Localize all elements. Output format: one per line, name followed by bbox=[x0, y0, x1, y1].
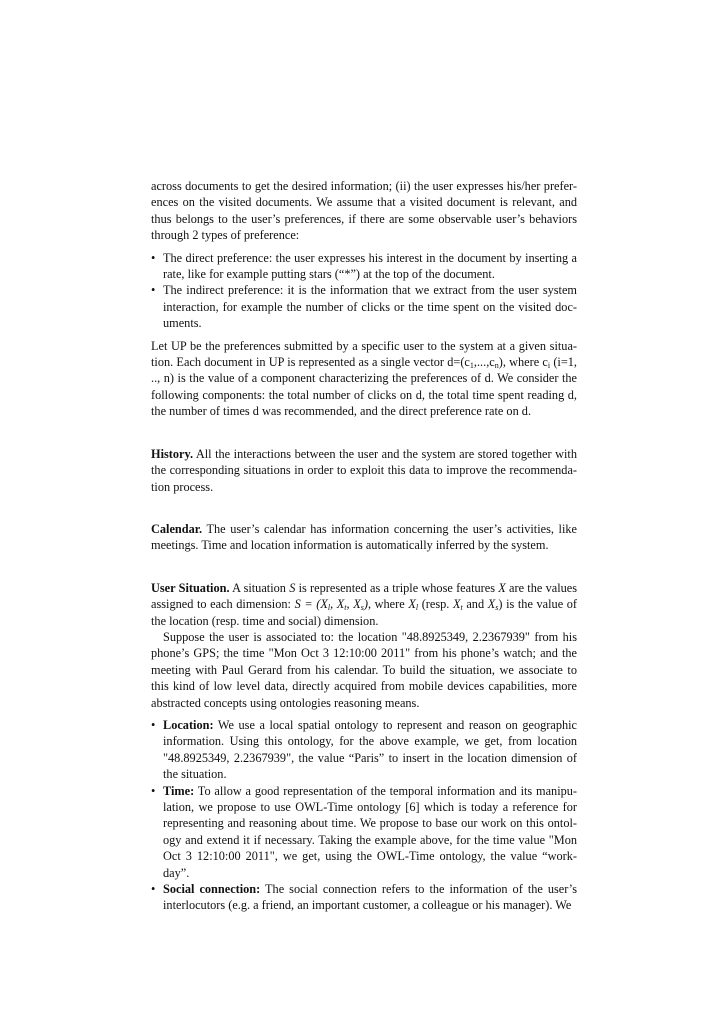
user-situation-paragraph: User Situation. A situation S is represented as a triple whose features X are the values assigned to each dimension: $S = (X_l$, $X_t$, $X_s$), where $X_l$ (resp. $X_t$ and $X_s$) is the value of the location (resp. time and social) dimension. bbox=[151, 580, 578, 628]
time-heading: Time: bbox=[163, 783, 195, 798]
bullet-icon: • bbox=[151, 783, 156, 798]
bullet-icon: • bbox=[151, 250, 156, 265]
page-body bbox=[151, 178, 577, 914]
intro-paragraph: across documents to get the desired information; (ii) the user expresses his/her prefer-ences on the visited documents. We assume that a visited document is relevant, and thus belongs to the user’s preferences, if there are some observable user’s behaviors through 2 types of preference: bbox=[151, 179, 577, 243]
user-situation-heading: User Situation. bbox=[151, 580, 230, 595]
location-heading: Location: bbox=[163, 717, 214, 732]
list-item: • Social connection: The social connection refers to the information of the user’s interlocutors (e.g. a friend, an important customer, a colleague or his manager). We bbox=[151, 882, 578, 913]
history-paragraph: History. All the interactions between the user and the system are stored together with the corresponding situations in order to exploit this data to improve the recommenda-tion process. bbox=[151, 446, 577, 494]
dimensions-list bbox=[151, 717, 577, 914]
list-item: • Location: We use a local spatial ontology to represent and reason on geographic information. Using this ontology, for the above example, we get, from location "48.8925349, 2.2367939", the value “Paris” to insert in the location dimension of the situation. bbox=[151, 717, 577, 782]
list-item: • The indirect preference: it is the information that we extract from the user system interaction, for example the number of clicks or the time spent on the visited doc-uments. bbox=[151, 283, 577, 331]
list-item: • Time: To allow a good representation of the temporal information and its manipu-lation, we propose to use OWL-Time ontology [6] which is today a reference for representing and reasoning about time. We propose to base our work on this ontol-ogy and extend it if necessary. Taking the example above, for the time value "Mon Oct 3 12:10:00 2011", we get, using the OWL-Time ontology, the value “work-day”. bbox=[151, 783, 577, 880]
list-item: • The direct preference: the user expresses his interest in the document by inserting a rate, like for example putting stars (“*”) at the top of the document. bbox=[151, 250, 577, 282]
calendar-paragraph: Calendar. The user’s calendar has information concerning the user’s activities, like meetings. Time and location information is automatically inferred by the system. bbox=[151, 521, 577, 553]
situation-example-paragraph: Suppose the user is associated to: the location "48.8925349, 2.2367939" from his phone’s GPS; the time "Mon Oct 3 12:10:00 2011" from his phone’s watch; and the meeting with Paul Gerard from his calendar. To build the situation, we associate to this kind of low level data, directly acquired from mobile devices capabilities, more abstracted concepts using ontologies reasoning means. bbox=[151, 629, 577, 710]
bullet-icon: • bbox=[151, 283, 156, 298]
social-connection-heading: Social connection: bbox=[163, 882, 261, 897]
preference-types-list bbox=[151, 250, 577, 332]
history-heading: History. bbox=[151, 446, 194, 461]
bullet-icon: • bbox=[151, 882, 156, 897]
bullet-icon: • bbox=[151, 717, 156, 732]
up-paragraph: Let UP be the preferences submitted by a specific user to the system at a given situa-tion. Each document in UP is represented as a single vector $d=(c_1,...,c_n)$, where $c_i$ (i=1, .., n) is the value of a component characterizing the preferences of d. We consider the following components: the total number of clicks on d, the total time spent reading d, the number of times d was recommended, and the direct preference rate on d. bbox=[151, 338, 577, 419]
calendar-heading: Calendar. bbox=[151, 521, 203, 536]
